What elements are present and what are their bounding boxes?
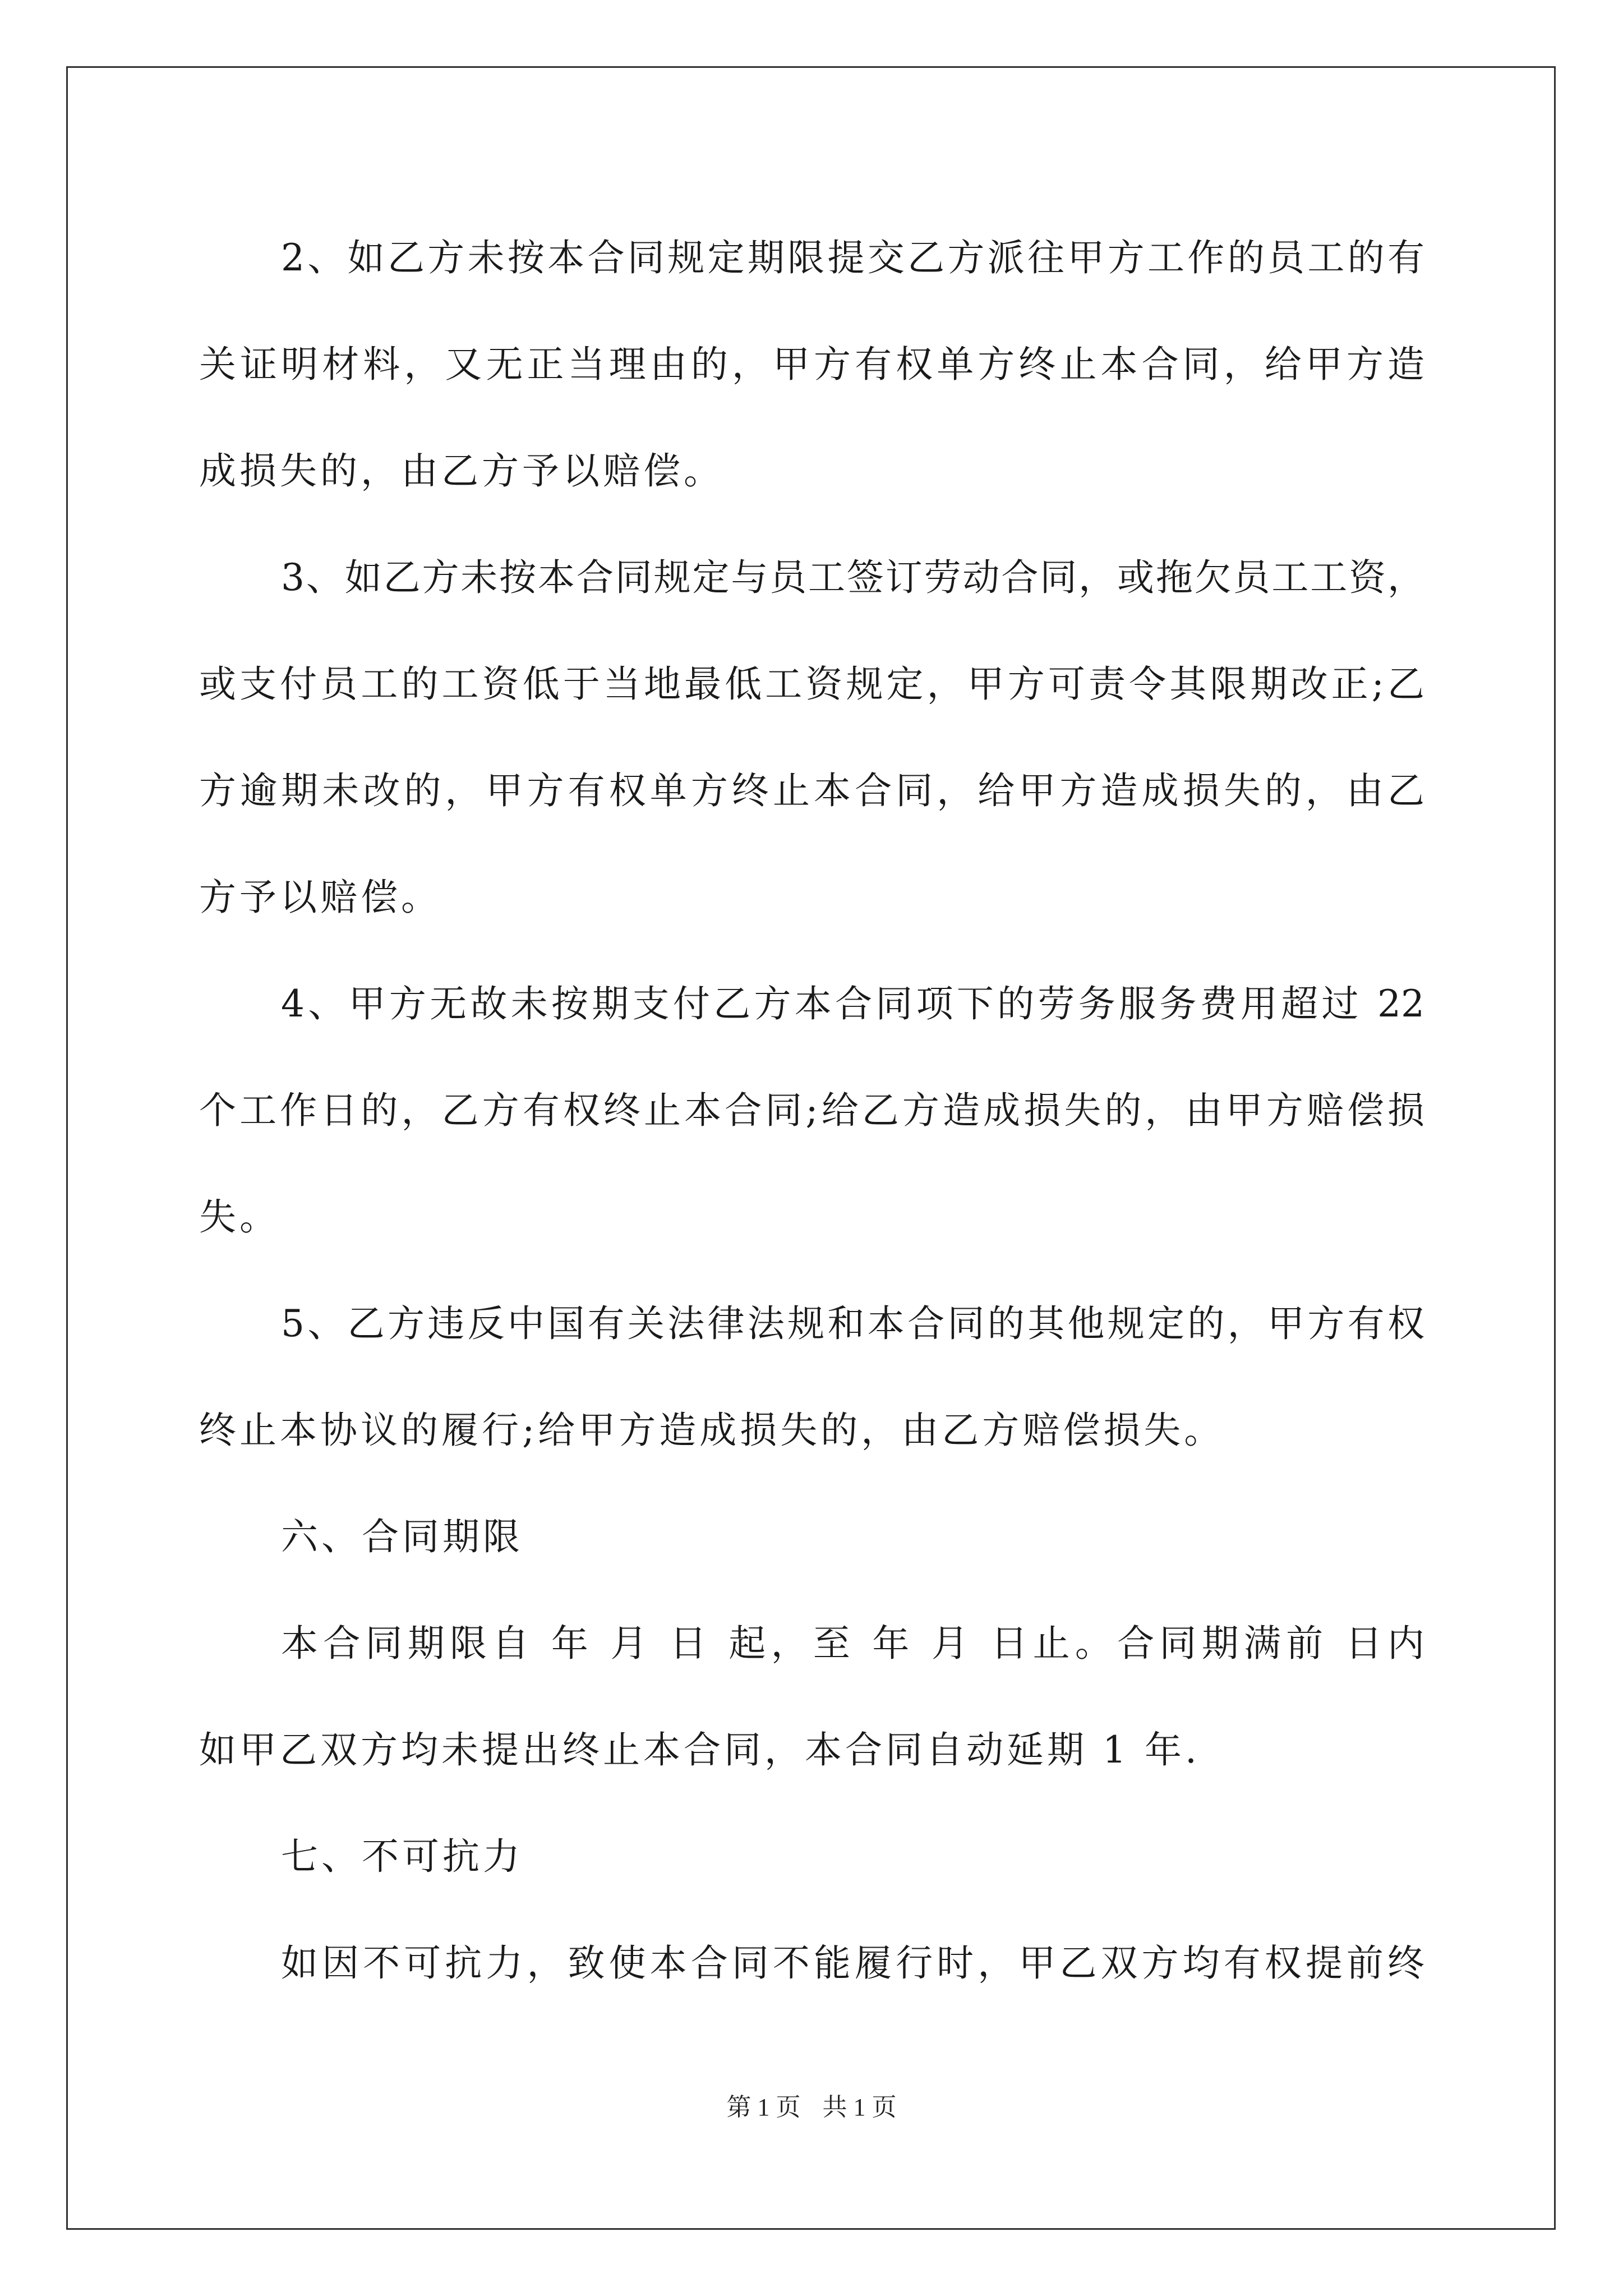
text-line: 如因不可抗力，致使本合同不能履行时，甲乙双方均有权提前终	[281, 1941, 1424, 1985]
text-line: 本合同期限自 年 月 日 起，至 年 月 日止。合同期满前 日内	[281, 1622, 1424, 1665]
document-body	[199, 216, 1424, 2028]
page-total: 共 1 页	[822, 2093, 897, 2121]
text-line: 或支付员工的工资低于当地最低工资规定，甲方可责令其限期改正;乙	[199, 662, 1424, 706]
text-line: 方逾期未改的，甲方有权单方终止本合同，给甲方造成损失的，由乙	[199, 769, 1424, 812]
section-heading: 六、合同期限	[281, 1515, 523, 1558]
page-number: 第 1 页	[726, 2093, 801, 2121]
section-heading: 七、不可抗力	[281, 1835, 523, 1878]
text-line: 5、乙方违反中国有关法律法规和本合同的其他规定的，甲方有权	[281, 1302, 1424, 1345]
text-line: 关证明材料，又无正当理由的，甲方有权单方终止本合同，给甲方造	[199, 343, 1424, 386]
page-footer	[0, 2087, 1623, 2123]
text-line: 成损失的，由乙方予以赔偿。	[199, 449, 724, 493]
text-line: 如甲乙双方均未提出终止本合同，本合同自动延期 1 年.	[199, 1728, 1200, 1772]
text-line: 3、如乙方未按本合同规定与员工签订劳动合同，或拖欠员工工资，	[281, 556, 1424, 599]
text-line: 4、甲方无故未按期支付乙方本合同项下的劳务服务费用超过 22	[281, 982, 1424, 1025]
text-line: 个工作日的，乙方有权终止本合同;给乙方造成损失的，由甲方赔偿损	[199, 1089, 1424, 1132]
text-line: 终止本协议的履行;给甲方造成损失的，由乙方赔偿损失。	[199, 1409, 1225, 1452]
text-line: 失。	[199, 1195, 280, 1239]
text-line: 2、如乙方未按本合同规定期限提交乙方派往甲方工作的员工的有	[281, 236, 1424, 279]
text-line: 方予以赔偿。	[199, 876, 441, 919]
